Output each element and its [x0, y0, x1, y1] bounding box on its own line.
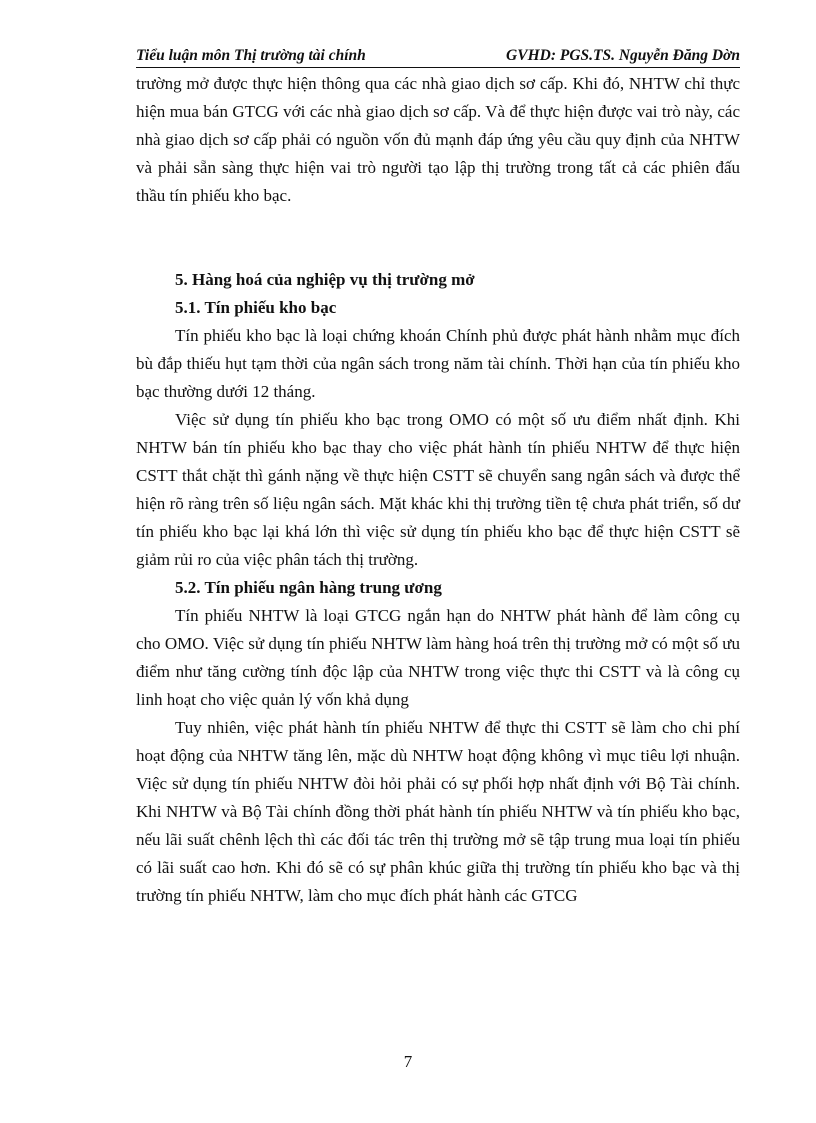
paragraph-treasury-bill-definition: Tín phiếu kho bạc là loại chứng khoán Chính phủ được phát hành nhằm mục đích bù đắp thiếu hụt tạm thời của ngân sách trong năm tài chính. Thời hạn của tín phiếu kho bạc thường dưới 12 tháng. — [136, 326, 740, 401]
header-course-title: Tiểu luận môn Thị trường tài chính — [136, 47, 366, 64]
paragraph-primary-dealers: trường mở được thực hiện thông qua các nhà giao dịch sơ cấp. Khi đó, NHTW chỉ thực hiện mua bán GTCG với các nhà giao dịch sơ cấp. Và để thực hiện được vai trò này, các nhà giao dịch sơ cấp phải có nguồn vốn đủ mạnh đáp ứng yêu cầu quy định của NHTW và phải sẵn sàng thực hiện vai trò người tạo lập thị trường trong tất cả các phiên đấu thầu tín phiếu kho bạc. — [136, 74, 740, 205]
section-heading-5: 5. Hàng hoá của nghiệp vụ thị trường mở — [175, 270, 475, 289]
section-gap — [136, 210, 740, 266]
page-header — [136, 47, 740, 68]
subsection-heading-5-2: 5.2. Tín phiếu ngân hàng trung ương — [175, 578, 442, 597]
subsection-heading-5-1: 5.1. Tín phiếu kho bạc — [175, 298, 337, 317]
page-number: 7 — [403, 1052, 413, 1071]
document-body — [136, 70, 740, 910]
paragraph-central-bank-bill-definition: Tín phiếu NHTW là loại GTCG ngắn hạn do NHTW phát hành để làm công cụ cho OMO. Việc sử dụng tín phiếu NHTW làm hàng hoá trên thị trường mở có một số ưu điểm như tăng cường tính độc lập của NHTW trong việc thực thi CSTT và là công cụ linh hoạt cho việc quản lý vốn khả dụng — [136, 606, 740, 709]
paragraph-treasury-bill-advantages: Việc sử dụng tín phiếu kho bạc trong OMO có một số ưu điểm nhất định. Khi NHTW bán tín phiếu kho bạc thay cho việc phát hành tín phiếu NHTW để thực hiện CSTT thắt chặt thì gánh nặng về thực hiện CSTT sẽ chuyển sang ngân sách và được thể hiện rõ ràng trên số liệu ngân sách. Mặt khác khi thị trường tiền tệ chưa phát triển, số dư tín phiếu kho bạc lại khá lớn thì việc sử dụng tín phiếu kho bạc để thực hiện CSTT sẽ giảm rủi ro của việc phân tách thị trường. — [136, 410, 740, 569]
paragraph-central-bank-bill-drawbacks: Tuy nhiên, việc phát hành tín phiếu NHTW để thực thi CSTT sẽ làm cho chi phí hoạt động của NHTW tăng lên, mặc dù NHTW hoạt động không vì mục tiêu lợi nhuận. Việc sử dụng tín phiếu NHTW đòi hỏi phải có sự phối hợp nhất định với Bộ Tài chính. Khi NHTW và Bộ Tài chính đồng thời phát hành tín phiếu NHTW và tín phiếu kho bạc, nếu lãi suất chênh lệch thì các đối tác trên thị trường mở sẽ tập trung mua loại tín phiếu có lãi suất cao hơn. Khi đó sẽ có sự phân khúc giữa thị trường tín phiếu kho bạc và thị trường tín phiếu NHTW, làm cho mục đích phát hành các GTCG — [136, 718, 740, 905]
header-advisor: GVHD: PGS.TS. Nguyễn Đăng Dờn — [506, 47, 740, 64]
